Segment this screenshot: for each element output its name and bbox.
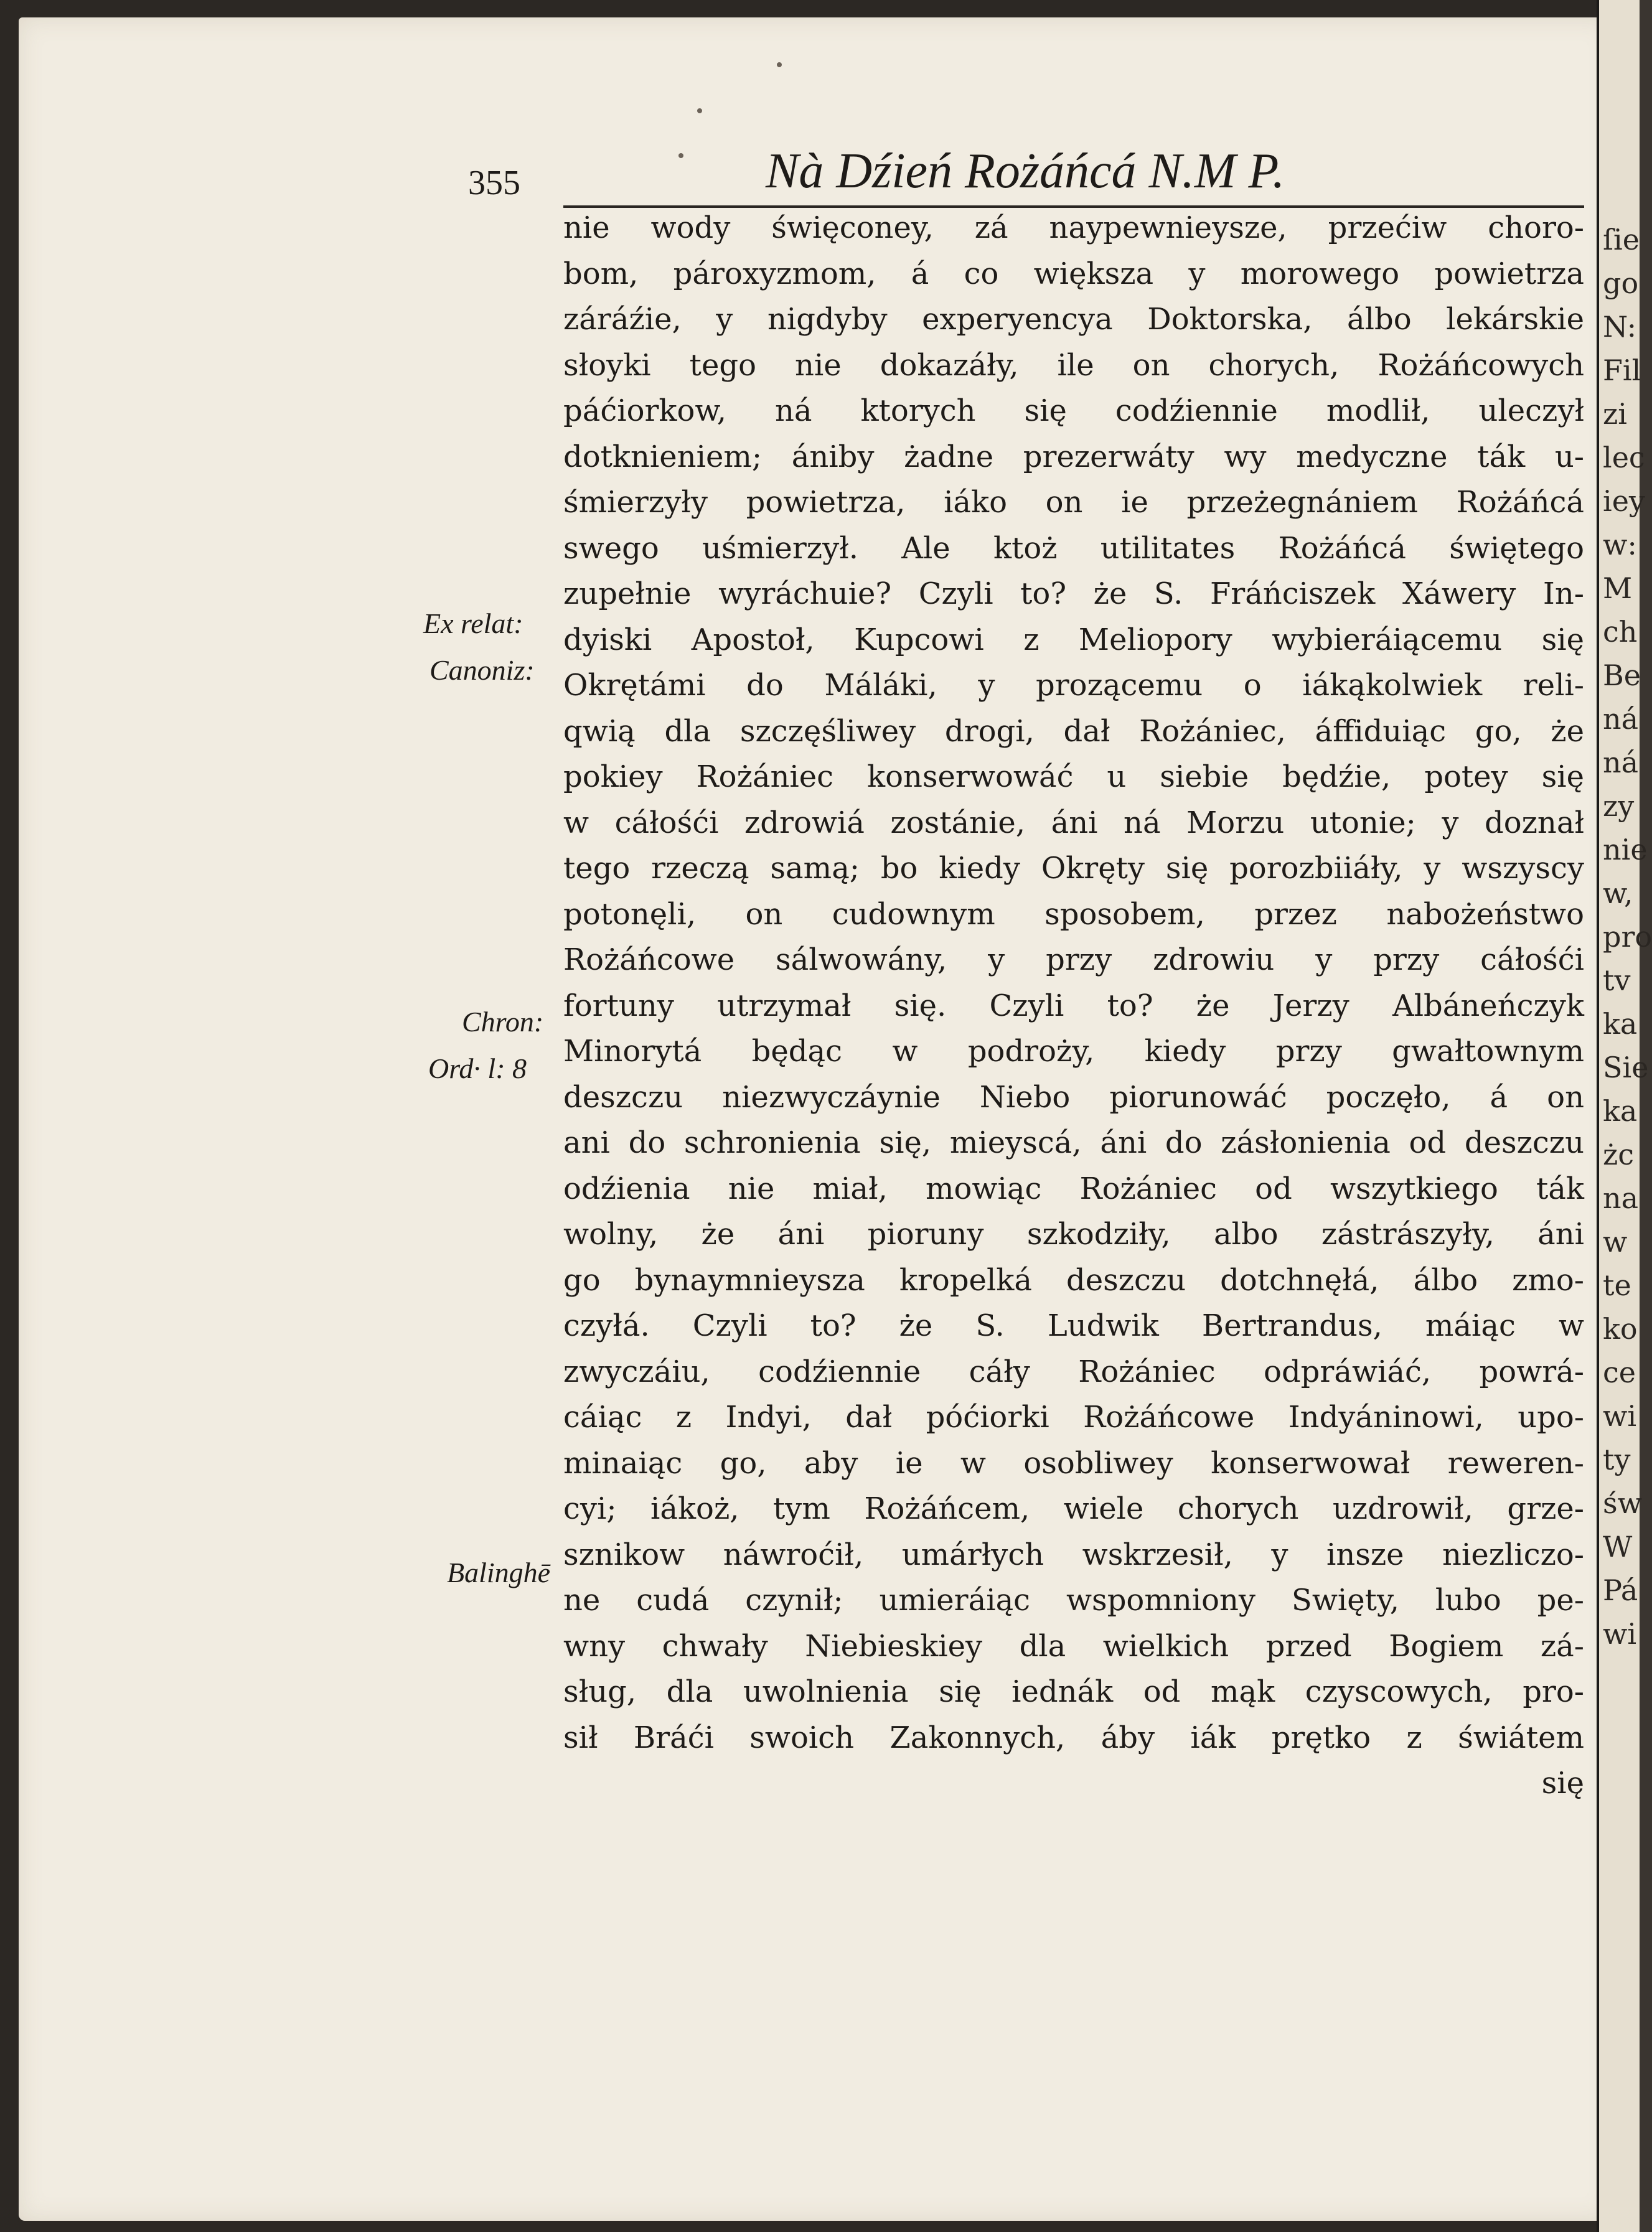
text-line: tego rzeczą samą; bo kiedy Okręty się porozbiiáły, y wszyscy <box>563 851 1584 886</box>
margin-note-balinghe: Balinghē <box>447 1557 551 1588</box>
page-number: 355 <box>468 164 520 202</box>
text-line: go bynaymnieysza kropelká deszczu dotchnęłá, álbo zmo- <box>563 1262 1584 1298</box>
text-line: Rożáńcowe sálwowány, y przy zdrowiu y przy cáłośći <box>563 942 1584 977</box>
text-line: cáiąc z Indyi, dał póćiorki Rożáńcowe Indyáninowi, upo- <box>563 1400 1584 1435</box>
text-line: Okrętámi do Máláki, y prozącemu o iákąkolwiek reli- <box>563 668 1584 703</box>
text-line: Minorytá będąc w podroży, kiedy przy gwałtownym <box>563 1034 1584 1069</box>
paper-speck <box>697 108 702 113</box>
adjacent-page-text-fragments: ſie go N: Fil zi lec iey w: M ch Be ná ná zy nie w, pro tv ka Sie ka żc na w te ko ce wi ty św W Pá wi <box>1603 223 1652 1651</box>
text-line: dotknieniem; ániby żadne prezerwáty wy medyczne ták u- <box>563 439 1584 474</box>
text-line: śmierzyły powietrza, iáko on ie przeżegnániem Rożáńcá <box>563 485 1584 520</box>
paper-speck <box>777 62 782 67</box>
text-line: sił Bráći swoich Zakonnych, áby iák prętko z świátem <box>563 1720 1584 1755</box>
margin-note-chron: Chron: <box>462 1006 544 1038</box>
text-line: zwyczáiu, codźiennie cáły Rożániec odpráwiáć, powrá- <box>563 1354 1584 1389</box>
text-line: ne cudá czynił; umieráiąc wspomniony Swięty, lubo pe- <box>563 1583 1584 1618</box>
text-line: dyiski Apostoł, Kupcowi z Meliopory wybieráiącemu się <box>563 622 1584 657</box>
text-line: odźienia nie miał, mowiąc Rożániec od wszytkiego ták <box>563 1171 1584 1206</box>
text-line: minaiąc go, aby ie w osobliwey konserwował reweren- <box>563 1445 1584 1481</box>
text-line: sznikow náwroćił, umárłych wskrzesił, y insze niezliczo- <box>563 1537 1584 1572</box>
text-line: czyłá. Czyli to? że S. Ludwik Bertrandus, máiąc w <box>563 1308 1584 1343</box>
text-line: cyi; iákoż, tym Rożáńcem, wiele chorych uzdrowił, grze- <box>563 1491 1584 1526</box>
paper-speck <box>678 153 683 158</box>
text-line: páćiorkow, ná ktorych się codźiennie modlił, uleczył <box>563 393 1584 428</box>
text-line: potonęli, on cudownym sposobem, przez nabożeństwo <box>563 896 1584 932</box>
text-line: ani do schronienia się, mieyscá, áni do zásłonienia od deszczu <box>563 1125 1584 1160</box>
text-line: qwią dla szczęśliwey drogi, dał Rożániec, áffiduiąc go, że <box>563 713 1584 749</box>
text-line: słoyki tego nie dokazáły, ile on chorych, Rożáńcowych <box>563 347 1584 383</box>
text-line: fortuny utrzymał się. Czyli to? że Jerzy Albáneńczyk <box>563 988 1584 1023</box>
text-line: pokiey Rożániec konserwowáć u siebie będźie, potey się <box>563 759 1584 794</box>
text-line: záráźie, y nigdyby experyencya Doktorska, álbo lekárskie <box>563 302 1584 337</box>
text-line: w cáłośći zdrowiá zostánie, áni ná Morzu utonie; y doznał <box>563 805 1584 840</box>
catchword: się <box>1541 1766 1584 1801</box>
margin-note-ord: Ord· l: 8 <box>428 1053 527 1084</box>
text-line: zupełnie wyráchuie? Czyli to? że S. Fráńciszek Xáwery In- <box>563 576 1584 611</box>
text-line: bom, pároxyzmom, á co większa y morowego powietrza <box>563 256 1584 291</box>
text-line: swego uśmierzył. Ale ktoż utilitates Rożáńcá świętego <box>563 530 1584 566</box>
body-text <box>563 205 1584 1807</box>
text-line: deszczu niezwyczáynie Niebo piorunowáć poczęło, á on <box>563 1079 1584 1115</box>
text-line: wolny, że áni pioruny szkodziły, albo zástrászyły, áni <box>563 1217 1584 1252</box>
text-line: wny chwały Niebieskiey dla wielkich przed Bogiem zá- <box>563 1628 1584 1664</box>
text-line: nie wody święconey, zá naypewnieysze, przećiw choro- <box>563 210 1584 245</box>
adjacent-page-edge <box>1597 0 1652 2232</box>
margin-note-ex-relat: Ex relat: <box>423 607 523 639</box>
text-line: sług, dla uwolnienia się iednák od mąk czyscowych, pro- <box>563 1674 1584 1709</box>
margin-note-canoniz: Canoniz: <box>429 654 535 686</box>
running-head: Nà Dźień Rożáńcá N.M P. <box>766 144 1285 199</box>
